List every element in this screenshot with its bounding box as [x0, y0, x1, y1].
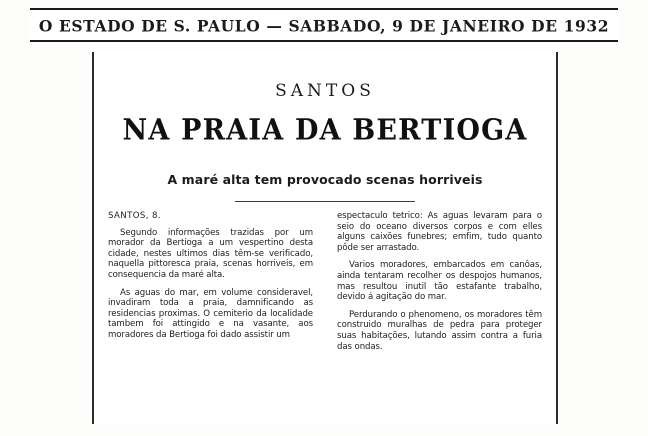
article-subhead: A maré alta tem provocado scenas horriveis [167, 172, 483, 187]
article-columns [108, 211, 542, 359]
paragraph: Varios moradores, embarcados em canôas, ainda tentaram recolher os despojos humanos, mas resultou inutil tão estafante trabalho, devido á agitação do mar. [337, 260, 542, 303]
headline-divider [235, 201, 415, 202]
paragraph: espectaculo tetrico: As aguas levaram para o seio do oceano diversos corpos e com elles alguns caixões funebres; emfim, tudo quanto pôde ser arrastado. [337, 211, 542, 253]
paragraph: Perdurando o phenomeno, os moradores têm construido muralhas de pedra para proteger suas habitações, lutando assim contra a furia das ondas. [337, 309, 542, 352]
dateline: SANTOS, 8. [108, 211, 162, 221]
masthead-title: O ESTADO DE S. PAULO — SABBADO, 9 DE JANEIRO DE 1932 [38, 15, 610, 35]
masthead [30, 8, 618, 42]
article-body [92, 52, 558, 424]
paragraph: Segundo informações trazidas por um morador da Bertioga a um vespertino desta cidade, nestes ultimos dias têm-se verificado, naquella pittoresca praia, scenas horriveis, em consequencia da maré alta. [108, 227, 313, 280]
column-left [108, 211, 325, 359]
column-right [325, 211, 542, 359]
article-kicker: SANTOS [275, 81, 375, 101]
paragraph: As aguas do mar, em volume consideravel, invadiram toda a praia, damnificando as residencias proximas. O cemiterio da localidade tambem foi attingido e na vasante, aos moradores da Bertioga foi dado assistir um [108, 287, 313, 340]
article-headline: NA PRAIA DA BERTIOGA [122, 114, 528, 147]
